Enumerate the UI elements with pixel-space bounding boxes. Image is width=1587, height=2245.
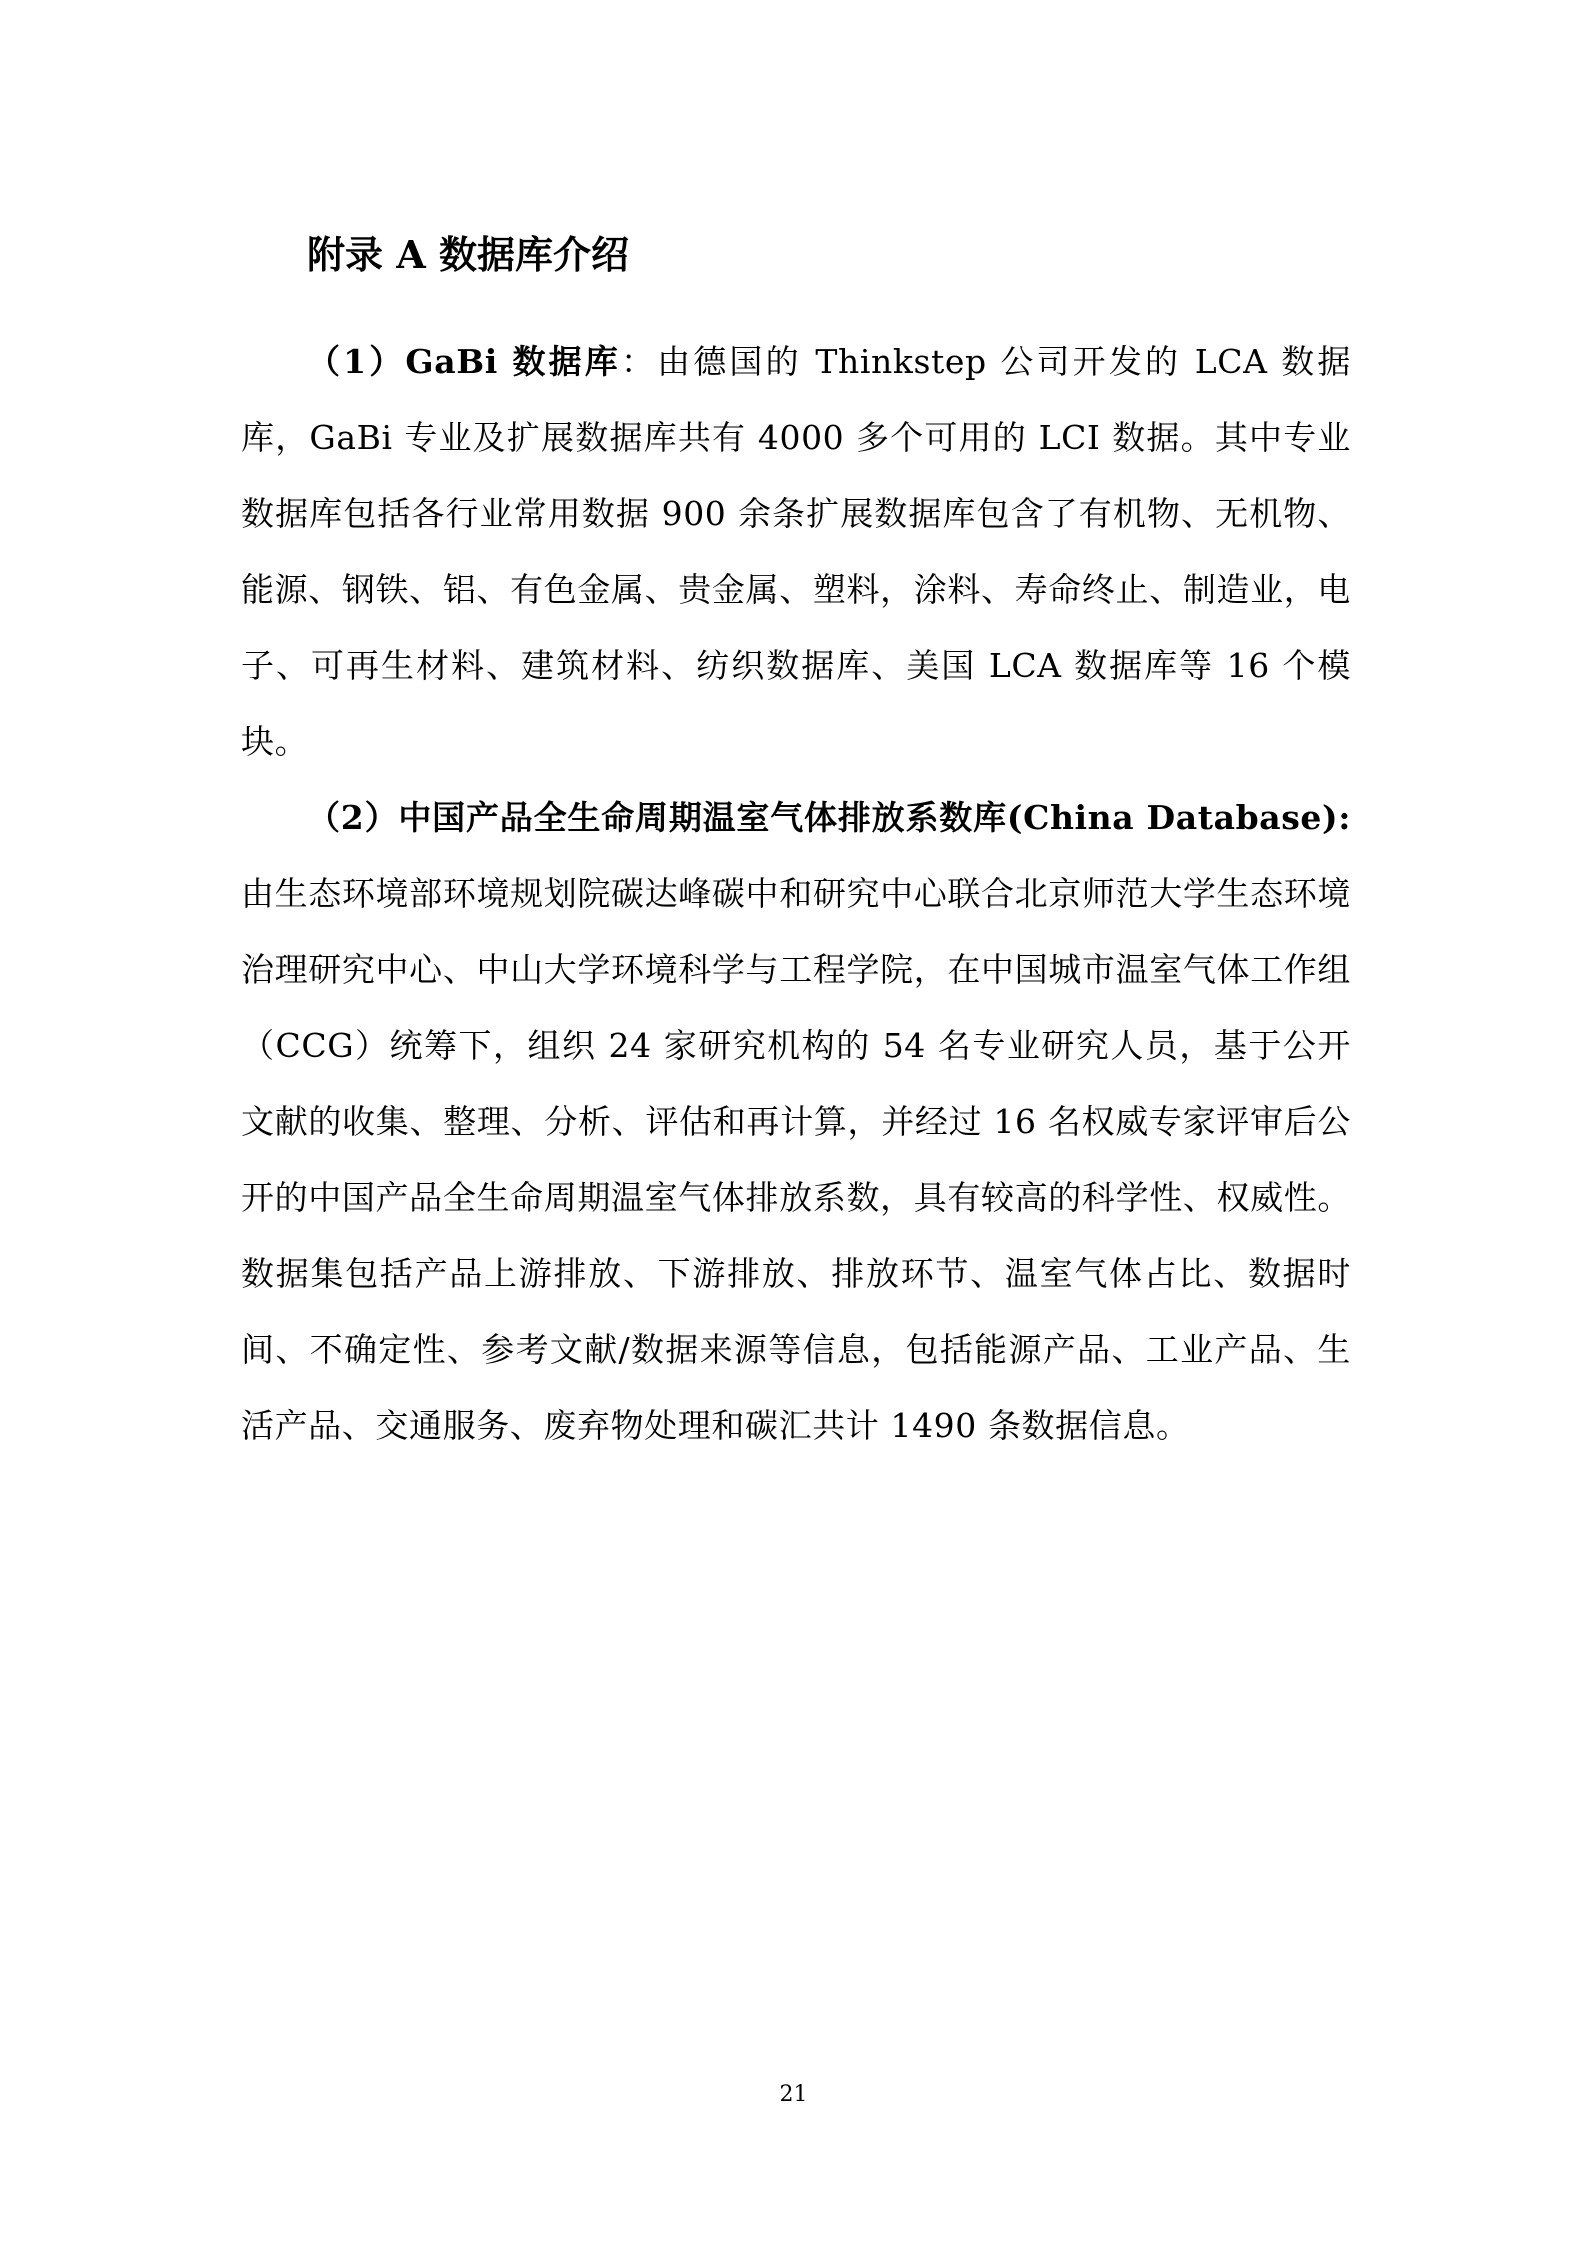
paragraph-lead: （2）中国产品全生命周期温室气体排放系数库(China Database): [307,798,1351,837]
paragraph-lead: （1）GaBi 数据库 [307,342,621,381]
paragraph-gabi-database [241,324,1351,780]
paragraph-text: 由生态环境部环境规划院碳达峰碳中和研究中心联合北京师范大学生态环境治理研究中心、中山大学环境科学与工程学院，在中国城市温室气体工作组（CCG）统筹下，组织 24 家研究机构的 54 名专业研究人员，基于公开文献的收集、整理、分析、评估和再计算，并经过 16 名权威专家评审后公开的中国产品全生命周期温室气体排放系数，具有较高的科学性、权威性。数据集包括产品上游排放、下游排放、排放环节、温室气体占比、数据时间、不确定性、参考文献/数据来源等信息，包括能源产品、工业产品、生活产品、交通服务、废弃物处理和碳汇共计 1490 条数据信息。 [241,874,1351,1445]
page-number: 21 [779,2082,808,2107]
paragraph-text: ：由德国的 Thinkstep 公司开发的 LCA 数据库，GaBi 专业及扩展数据库共有 4000 多个可用的 LCI 数据。其中专业数据库包括各行业常用数据 900 余条扩展数据库包含了有机物、无机物、能源、钢铁、铝、有色金属、贵金属、塑料，涂料、寿命终止、制造业，电子、可再生材料、建筑材料、纺织数据库、美国 LCA 数据库等 16 个模块。 [241,342,1351,761]
paragraph-china-database [241,780,1351,1464]
document-body [241,324,1351,1464]
appendix-heading: 附录 A 数据库介绍 [307,232,629,277]
